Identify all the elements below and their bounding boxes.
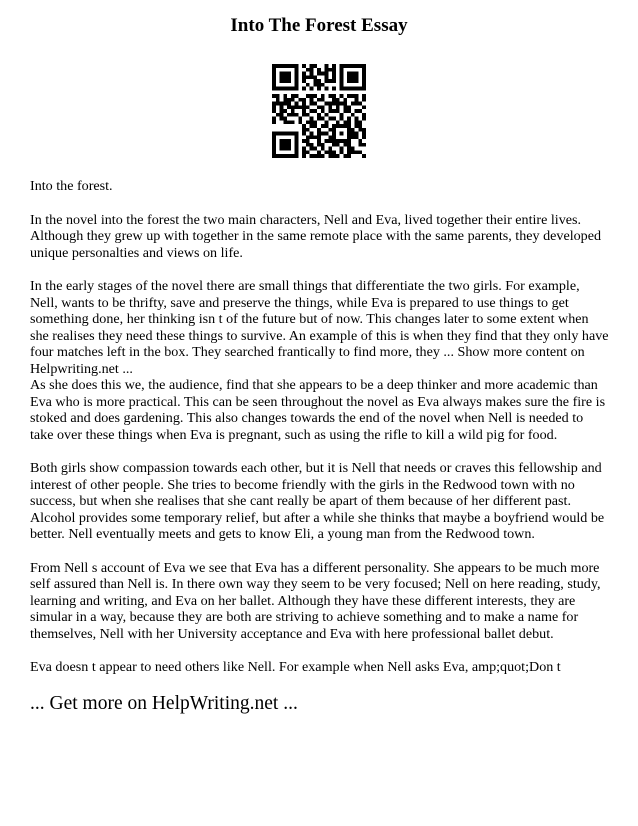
document-title: Into The Forest Essay — [230, 15, 408, 36]
essay-paragraph: In the novel into the forest the two main characters, Nell and Eva, lived together their entire lives. Although they grew up with together in the same remote place with the same parents, they developed unique personalties and views on life. — [30, 211, 602, 261]
qr-code-icon — [272, 64, 366, 158]
essay-paragraph: Both girls show compassion towards each other, but it is Nell that needs or craves this fellowship and interest of other people. She tries to become friendly with the girls in the Redwood town with no success, but when she realises that she cant really be apart of them because of her different past. Alcohol provides some temporary relief, but after a while she thinks that maybe a boyfriend would be better. Nell eventually meets and gets to know Eli, a young man from the Redwood town. — [30, 460, 605, 542]
get-more-link[interactable]: ... Get more on HelpWriting.net ... — [30, 693, 298, 714]
essay-paragraph: From Nell s account of Eva we see that Eva has a different personality. She appears to be much more self assured than Nell is. In there own way they seem to be very focused; Nell on here reading, study, learning and writing, and Eva on her ballet. Although they have these different interests, they are simular in a way, because they are both are striving to achieve something and to make a name for themselves, Nell with her University acceptance and Eva with here professional ballet debut. — [30, 559, 601, 642]
essay-paragraph: Into the forest. — [30, 178, 113, 194]
essay-paragraph: In the early stages of the novel there are small things that differentiate the two girls. For example, Nell, wants to be thrifty, save and preserve the things, while Eva is prepared to use things to get something done, her thinking isn t of the future but of now. This changes later to some extent when she realises they need these things to survive. An example of this is when they find that they only have four matches left in the box. They searched frantically to find more, they ... Show more content on Helpwriting.net ... — [30, 278, 609, 377]
essay-body — [30, 178, 610, 693]
essay-paragraph: As she does this we, the audience, find that she appears to be a deep thinker and more academic than Eva who is more practical. This can be seen throughout the novel as Eva always makes sure the fire is stoked and does gardening. This also changes towards the end of the novel when Nell is needed to take over these things when Eva is pregnant, such as using the rifle to kill a wild pig for food. — [30, 377, 606, 443]
essay-paragraph: Eva doesn t appear to need others like Nell. For example when Nell asks Eva, amp;quot;Don t — [30, 659, 561, 675]
